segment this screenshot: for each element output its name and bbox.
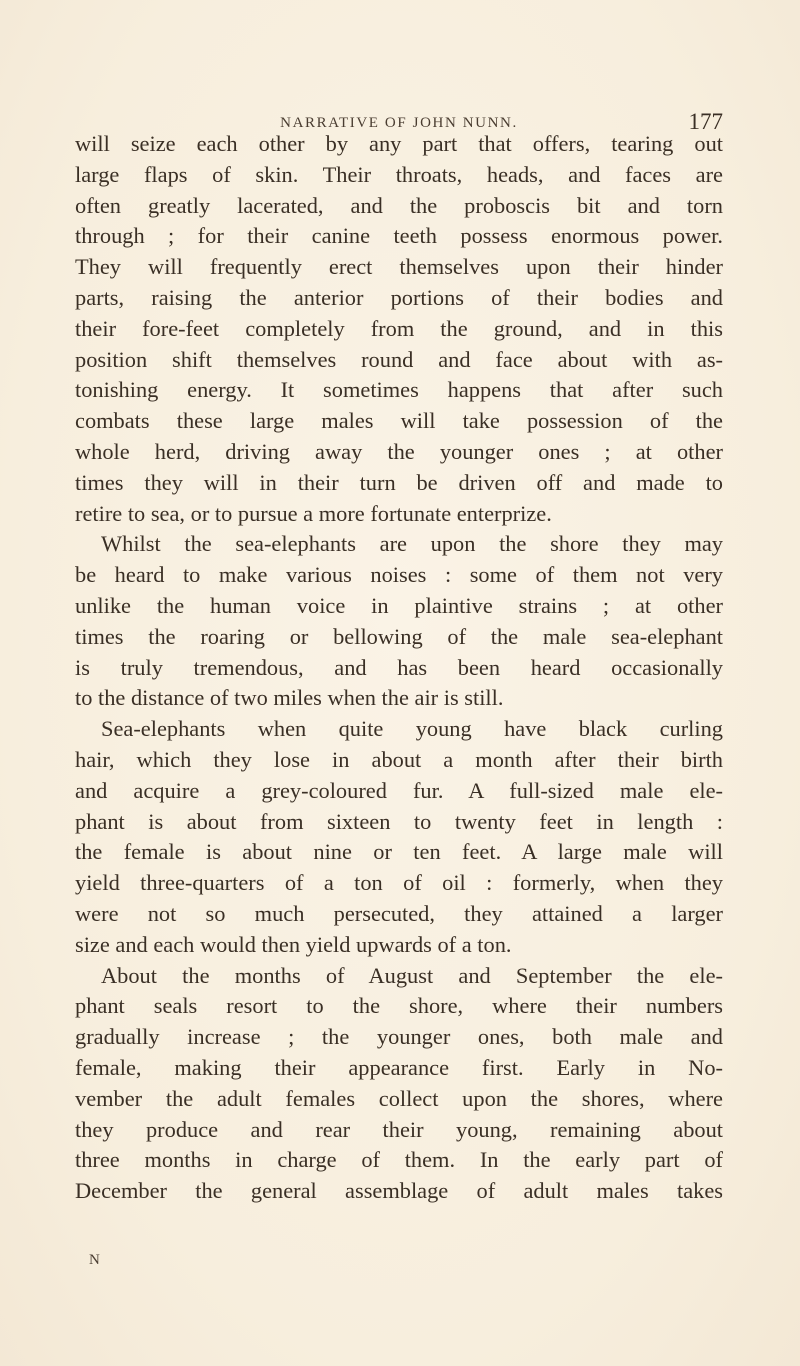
text-line: is truly tremendous, and has been heard occasionally [75, 654, 723, 680]
text-line: female, making their appearance first. Early in No- [75, 1054, 723, 1080]
text-line: unlike the human voice in plaintive strains ; at other [75, 592, 723, 618]
text-line: times they will in their turn be driven off and made to [75, 469, 723, 495]
text-line: large flaps of skin. Their throats, heads, and faces are [75, 161, 723, 187]
text-line: the female is about nine or ten feet. A large male will [75, 839, 723, 865]
text-line: three months in charge of them. In the early part of [75, 1147, 723, 1173]
text-line: They will frequently erect themselves upon their hinder [75, 254, 723, 280]
text-line: phant seals resort to the shore, where their numbers [75, 993, 723, 1019]
text-line: to the distance of two miles when the air is still. [75, 685, 504, 711]
body-text [75, 129, 723, 1207]
text-line: yield three-quarters of a ton of oil : formerly, when they [75, 870, 723, 896]
text-line: position shift themselves round and face about with as- [75, 346, 723, 372]
text-line: times the roaring or bellowing of the male sea-elephant [75, 623, 723, 649]
text-line: hair, which they lose in about a month after their birth [75, 746, 723, 772]
text-line: they produce and rear their young, remaining about [75, 1116, 723, 1142]
text-line: vember the adult females collect upon the shores, where [75, 1085, 723, 1111]
text-line: combats these large males will take possession of the [75, 408, 723, 434]
text-line: and acquire a grey-coloured fur. A full-sized male ele- [75, 777, 723, 803]
text-line: parts, raising the anterior portions of their bodies and [75, 284, 723, 310]
page-number: 177 [688, 109, 723, 134]
text-line: tonishing energy. It sometimes happens that after such [75, 377, 723, 403]
paragraph-start-line: Whilst the sea-elephants are upon the shore they may [101, 531, 723, 557]
text-line: be heard to make various noises : some of them not very [75, 562, 723, 588]
text-line: whole herd, driving away the younger ones ; at other [75, 438, 723, 464]
paragraph-start-line: About the months of August and September the ele- [101, 962, 723, 988]
text-line: phant is about from sixteen to twenty feet in length : [75, 808, 723, 834]
signature-mark: N [89, 1252, 101, 1268]
text-line: December the general assemblage of adult males takes [75, 1178, 723, 1204]
text-line: retire to sea, or to pursue a more fortunate enterprize. [75, 500, 552, 526]
paragraph-start-line: Sea-elephants when quite young have black curling [101, 716, 723, 742]
text-line: gradually increase ; the younger ones, both male and [75, 1024, 723, 1050]
text-line: their fore-feet completely from the ground, and in this [75, 315, 723, 341]
text-line: were not so much persecuted, they attained a larger [75, 900, 723, 926]
text-line: will seize each other by any part that offers, tearing out [75, 131, 723, 156]
text-line: size and each would then yield upwards of a ton. [75, 931, 512, 957]
running-head-title: NARRATIVE OF JOHN NUNN. [280, 115, 518, 131]
text-line: through ; for their canine teeth possess enormous power. [75, 223, 723, 249]
text-line: often greatly lacerated, and the proboscis bit and torn [75, 192, 723, 218]
